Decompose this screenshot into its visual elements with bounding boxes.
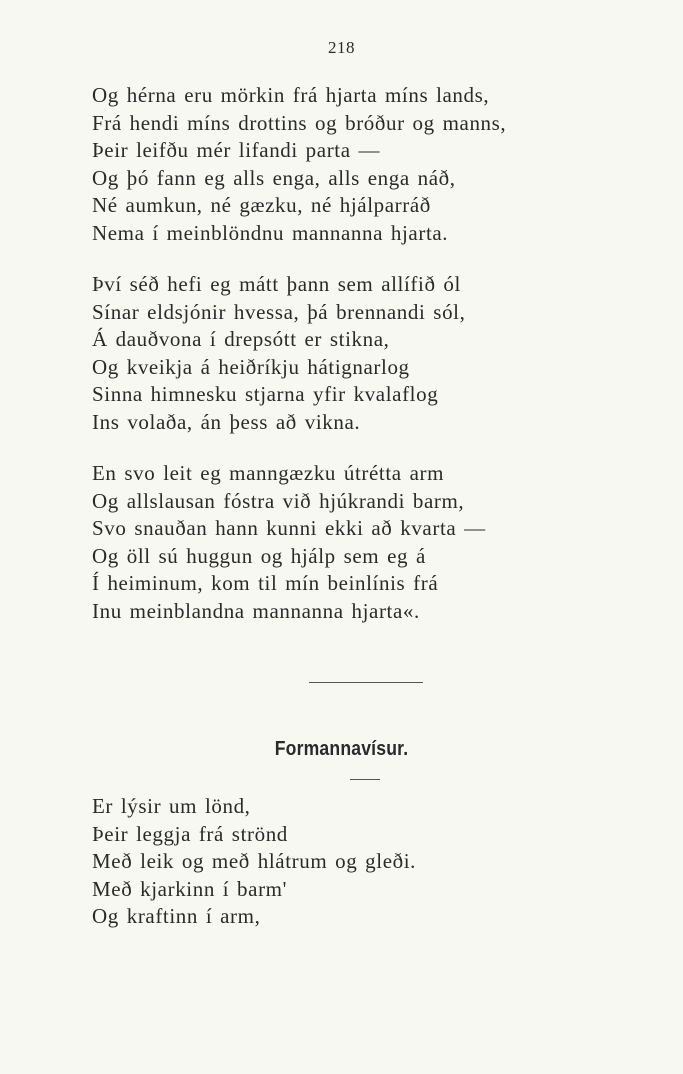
verse-line: Ins volaða, án þess að vikna.: [92, 409, 361, 434]
verse-line: Sínar eldsjónir hvessa, þá brennandi sól,: [92, 299, 466, 324]
verse-line: Inu meinblandna mannanna hjarta«.: [92, 598, 420, 623]
verse-line: Og þó fann eg alls enga, alls enga náð,: [92, 165, 456, 190]
title-underline: [350, 779, 380, 780]
verse-line: Svo snauðan hann kunni ekki að kvarta —: [92, 516, 486, 540]
verse-line: Í heiminum, kom til mín beinlínis frá: [92, 571, 439, 595]
verse-line: Og kraftinn í arm,: [92, 904, 261, 928]
verse-line: Er lýsir um lönd,: [92, 794, 251, 818]
verse-line: Og kveikja á heiðríkju hátignarlog: [92, 354, 410, 379]
verse-line: Og allslausan fóstra við hjúkrandi barm,: [92, 488, 465, 513]
verse-line: Frá hendi míns drottins og bróður og manns,: [92, 110, 507, 135]
verse-line: Þeir leggja frá strönd: [92, 821, 288, 846]
verse-line: En svo leit eg manngæzku útrétta arm: [92, 461, 445, 485]
poem-stanza: [92, 82, 506, 247]
poem-stanza: [92, 460, 486, 625]
section-divider: [309, 682, 423, 683]
verse-line: Sinna himnesku stjarna yfir kvalaflog: [92, 382, 439, 406]
verse-line: Né aumkun, né gæzku, né hjálparráð: [92, 193, 431, 217]
verse-line: Og öll sú huggun og hjálp sem eg á: [92, 543, 426, 568]
section-stanza: [92, 793, 416, 931]
poem-stanza: [92, 271, 465, 436]
page-number: 218: [328, 38, 355, 57]
verse-line: Með leik og með hlátrum og gleði.: [92, 849, 416, 873]
verse-line: Því séð hefi eg mátt þann sem allífið ól: [92, 272, 461, 296]
verse-line: Og hérna eru mörkin frá hjarta míns lands,: [92, 83, 490, 107]
verse-line: Þeir leifðu mér lifandi parta —: [92, 138, 381, 162]
verse-line: Með kjarkinn í barm': [92, 876, 287, 901]
verse-line: Á dauðvona í drepsótt er stikna,: [92, 327, 390, 351]
section-title: Formannavísur.: [274, 738, 409, 760]
verse-line: Nema í meinblöndnu mannanna hjarta.: [92, 220, 449, 245]
